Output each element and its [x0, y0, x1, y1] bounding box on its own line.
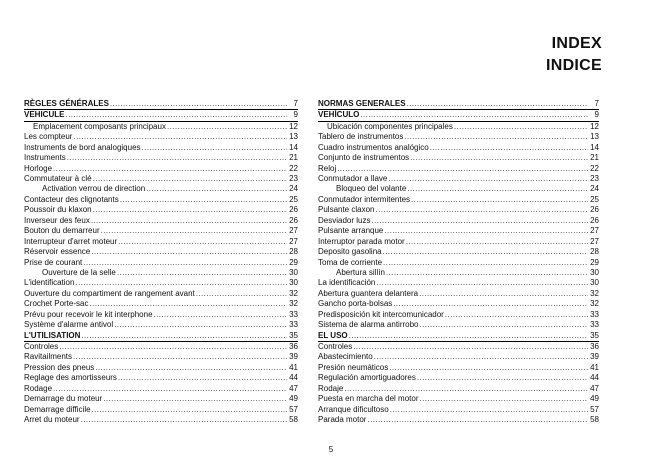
- toc-entry-label: Ravitailments: [24, 352, 73, 362]
- dot-leader: [83, 258, 287, 268]
- dot-leader: [146, 184, 287, 194]
- toc-entry[interactable]: [318, 195, 599, 205]
- toc-entry[interactable]: [318, 310, 599, 320]
- dot-leader: [360, 110, 588, 120]
- toc-entry-page: 35: [590, 330, 599, 340]
- toc-entry[interactable]: [24, 216, 298, 226]
- toc-entry-label: Ubicación componentes principales: [327, 121, 453, 131]
- toc-entry-label: Rodaje: [318, 383, 344, 393]
- dot-leader: [65, 110, 287, 120]
- toc-entry[interactable]: [318, 185, 599, 195]
- toc-entry[interactable]: [318, 342, 599, 352]
- toc-entry-page: 33: [289, 309, 298, 319]
- dot-leader: [93, 174, 287, 184]
- toc-entry-page: 28: [289, 247, 298, 257]
- toc-entry-label: Système d'alarme antivol: [24, 320, 114, 330]
- dot-leader: [353, 342, 588, 352]
- toc-entry[interactable]: [318, 363, 599, 373]
- toc-entry-page: 13: [590, 132, 599, 142]
- dot-leader: [411, 195, 588, 205]
- toc-entry[interactable]: [318, 205, 599, 215]
- toc-entry[interactable]: [24, 99, 298, 110]
- toc-entry-label: Pulsante arranque: [318, 226, 384, 236]
- toc-entry[interactable]: [318, 320, 599, 330]
- toc-entry[interactable]: [24, 226, 298, 236]
- toc-entry-page: 26: [289, 215, 298, 225]
- toc-entry-page: 26: [590, 205, 599, 215]
- dot-leader: [142, 143, 287, 153]
- toc-entry-label: Prise de courant: [24, 257, 83, 267]
- dot-leader: [389, 363, 588, 373]
- dot-leader: [110, 99, 287, 109]
- toc-entry-label: Interrupteur d'arret moteur: [24, 236, 118, 246]
- toc-entry-label: Arret du moteur: [24, 415, 80, 425]
- toc-entry[interactable]: [318, 226, 599, 236]
- toc-entry[interactable]: [318, 216, 599, 226]
- toc-entry[interactable]: [24, 185, 298, 195]
- toc-entry-label: Gancho porta-bolsas: [318, 299, 393, 309]
- toc-entry-page: 27: [590, 236, 599, 246]
- toc-entry[interactable]: [318, 278, 599, 288]
- toc-entry-label: Commutateur à clé: [24, 174, 92, 184]
- dot-leader: [53, 164, 287, 174]
- toc-entry[interactable]: [24, 258, 298, 268]
- toc-entry[interactable]: [24, 164, 298, 174]
- dot-leader: [420, 320, 589, 330]
- dot-leader: [53, 384, 287, 394]
- toc-entry[interactable]: [318, 384, 599, 394]
- toc-entry[interactable]: [24, 195, 298, 205]
- toc-entry[interactable]: [24, 353, 298, 363]
- dot-leader: [73, 352, 287, 362]
- toc-entry-label: L'UTILISATION: [24, 330, 81, 340]
- toc-entry-label: Inverseur des feux: [24, 215, 90, 225]
- toc-entry-label: Reloj: [318, 163, 337, 173]
- toc-entry-page: 57: [289, 404, 298, 414]
- toc-entry-label: Arranque dificultoso: [318, 404, 389, 414]
- dot-leader: [371, 216, 588, 226]
- toc-entry-label: Emplacement composants principaux: [33, 121, 166, 131]
- dot-leader: [375, 205, 588, 215]
- dot-leader: [454, 122, 588, 132]
- toc-entry-label: La identificación: [318, 278, 376, 288]
- toc-entry[interactable]: [318, 247, 599, 257]
- toc-entry-label: VEHÍCULO: [318, 110, 360, 120]
- toc-entry[interactable]: [318, 394, 599, 404]
- toc-entry[interactable]: [24, 289, 298, 299]
- toc-entry-label: Pulsante claxon: [318, 205, 375, 215]
- toc-entry-label: Horloge: [24, 163, 53, 173]
- toc-entry-page: 35: [289, 330, 298, 340]
- dot-leader: [374, 352, 588, 362]
- toc-entry[interactable]: [318, 373, 599, 383]
- toc-entry-page: 9: [594, 110, 599, 120]
- dot-leader: [407, 184, 588, 194]
- toc-entry-label: Prévu pour recevoir le kit interphone: [24, 309, 153, 319]
- toc-entry-page: 25: [289, 194, 298, 204]
- toc-entry-page: 23: [289, 174, 298, 184]
- toc-entry-label: Abertura sillín: [336, 267, 385, 277]
- toc-entry-page: 28: [590, 247, 599, 257]
- toc-entry-page: 32: [289, 288, 298, 298]
- dot-leader: [367, 415, 588, 425]
- toc-entry[interactable]: [318, 99, 599, 110]
- toc-entry-label: Réservoir essence: [24, 247, 91, 257]
- toc-entry[interactable]: [24, 415, 298, 425]
- toc-entry[interactable]: [24, 247, 298, 257]
- toc-entry-label: L'identification: [24, 278, 75, 288]
- toc-entry[interactable]: [318, 143, 599, 153]
- dot-leader: [167, 122, 287, 132]
- toc-entry-page: 7: [293, 98, 298, 108]
- toc-entry-label: Pression des pneus: [24, 362, 95, 372]
- toc-entry-label: Controles: [318, 342, 353, 352]
- dot-leader: [92, 405, 287, 415]
- dot-leader: [410, 153, 588, 163]
- toc-entry-page: 39: [289, 352, 298, 362]
- dot-leader: [376, 278, 588, 288]
- toc-entry-label: Predisposición kit intercomunicador: [318, 309, 444, 319]
- toc-entry-label: Presión neumáticos: [318, 362, 389, 372]
- toc-entry-label: Les compteur: [24, 132, 73, 142]
- toc-entry-page: 47: [289, 383, 298, 393]
- toc-column-spanish: [318, 99, 599, 426]
- toc-entry-page: 27: [590, 226, 599, 236]
- dot-leader: [388, 174, 588, 184]
- toc-entry-page: 36: [289, 342, 298, 352]
- toc-entry[interactable]: [318, 289, 599, 299]
- toc-entry-label: Reglage des amortisseurs: [24, 373, 117, 383]
- toc-entry[interactable]: [318, 164, 599, 174]
- toc-entry[interactable]: [24, 310, 298, 320]
- dot-leader: [349, 331, 588, 341]
- toc-entry[interactable]: [318, 299, 599, 309]
- dot-leader: [91, 216, 287, 226]
- toc-entry[interactable]: [318, 132, 599, 142]
- toc-entry-label: Bouton du demarreur: [24, 226, 100, 236]
- toc-entry-page: 49: [289, 394, 298, 404]
- toc-entry-label: Conjunto de instrumentos: [318, 153, 410, 163]
- toc-entry-page: 58: [590, 415, 599, 425]
- dot-leader: [445, 310, 588, 320]
- toc-entry-page: 29: [590, 257, 599, 267]
- dot-leader: [114, 320, 287, 330]
- toc-entry[interactable]: [24, 331, 298, 342]
- index-title-spanish: INDICE: [545, 57, 602, 74]
- toc-entry-page: 33: [590, 309, 599, 319]
- toc-entry[interactable]: [318, 331, 599, 342]
- toc-entry[interactable]: [24, 363, 298, 373]
- dot-leader: [406, 237, 588, 247]
- dot-leader: [386, 268, 588, 278]
- toc-entry-page: 30: [289, 278, 298, 288]
- toc-entry-page: 26: [289, 205, 298, 215]
- toc-entry-page: 9: [293, 110, 298, 120]
- toc-entry[interactable]: [24, 174, 298, 184]
- toc-entry-page: 12: [289, 121, 298, 131]
- dot-leader: [91, 247, 287, 257]
- toc-entry[interactable]: [318, 153, 599, 163]
- dot-leader: [81, 415, 287, 425]
- toc-entry[interactable]: [24, 110, 298, 121]
- toc-entry[interactable]: [24, 122, 298, 132]
- toc-entry-label: Ouverture de la selle: [42, 267, 116, 277]
- toc-entry-label: Poussoir du klaxon: [24, 205, 92, 215]
- toc-entry-label: Toma de corriente: [318, 257, 383, 267]
- dot-leader: [383, 258, 588, 268]
- toc-entry[interactable]: [24, 405, 298, 415]
- toc-entry[interactable]: [24, 205, 298, 215]
- dot-leader: [89, 299, 287, 309]
- toc-entry-label: RÈGLES GÉNÉRALES: [24, 98, 109, 108]
- dot-leader: [430, 143, 588, 153]
- toc-entry-page: 36: [590, 342, 599, 352]
- toc-column-french: [24, 99, 298, 426]
- toc-entry-label: Contacteur des clignotants: [24, 194, 119, 204]
- toc-entry-page: 21: [289, 153, 298, 163]
- toc-entry-page: 13: [289, 132, 298, 142]
- toc-entry[interactable]: [318, 405, 599, 415]
- toc-entry-page: 33: [289, 320, 298, 330]
- toc-entry-page: 14: [590, 142, 599, 152]
- toc-entry-page: 32: [289, 299, 298, 309]
- toc-entry[interactable]: [318, 415, 599, 425]
- toc-entry-label: Controles: [24, 342, 59, 352]
- dot-leader: [117, 268, 287, 278]
- dot-leader: [390, 405, 588, 415]
- toc-entry[interactable]: [24, 237, 298, 247]
- dot-leader: [337, 164, 588, 174]
- dot-leader: [154, 310, 287, 320]
- toc-entry-page: 27: [289, 236, 298, 246]
- dot-leader: [118, 237, 287, 247]
- toc-entry[interactable]: [318, 353, 599, 363]
- toc-entry-page: 58: [289, 415, 298, 425]
- toc-entry[interactable]: [24, 394, 298, 404]
- toc-entry-page: 49: [590, 394, 599, 404]
- toc-entry-label: Interruptor parada motor: [318, 236, 405, 246]
- toc-entry-page: 26: [590, 215, 599, 225]
- dot-leader: [120, 195, 287, 205]
- toc-entry[interactable]: [24, 143, 298, 153]
- toc-entry[interactable]: [24, 278, 298, 288]
- toc-entry-page: 22: [289, 163, 298, 173]
- toc-entry-page: 47: [590, 383, 599, 393]
- toc-entry-label: Abertura guantera delantera: [318, 288, 419, 298]
- toc-entry-label: Conmutador a llave: [318, 174, 388, 184]
- toc-entry-page: 30: [590, 278, 599, 288]
- toc-entry-label: Conmutador intermitentes: [318, 194, 411, 204]
- dot-leader: [407, 99, 588, 109]
- dot-leader: [75, 278, 287, 288]
- toc-entry-label: Activation verrou de direction: [42, 184, 146, 194]
- dot-leader: [67, 153, 287, 163]
- toc-entry-label: Abastecimiento: [318, 352, 373, 362]
- toc-entry-label: Puesta en marcha del motor: [318, 394, 419, 404]
- toc-entry-page: 41: [289, 362, 298, 372]
- toc-entry-label: Instruments: [24, 153, 66, 163]
- toc-entry-page: 39: [590, 352, 599, 362]
- toc-entry-label: Bloqueo del volante: [336, 184, 407, 194]
- dot-leader: [81, 331, 287, 341]
- toc-entry-label: EL USO: [318, 330, 348, 340]
- dot-leader: [420, 394, 589, 404]
- toc-entry-label: VEHICULE: [24, 110, 65, 120]
- toc-entry-page: 12: [590, 121, 599, 131]
- dot-leader: [404, 132, 588, 142]
- toc-entry-label: Sistema de alarma antirrobo: [318, 320, 419, 330]
- toc-entry[interactable]: [24, 153, 298, 163]
- toc-entry-page: 44: [289, 373, 298, 383]
- toc-entry-label: Parada motor: [318, 415, 367, 425]
- dot-leader: [393, 299, 588, 309]
- toc-entry-page: 57: [590, 404, 599, 414]
- dot-leader: [344, 384, 588, 394]
- dot-leader: [103, 394, 287, 404]
- toc-entry[interactable]: [24, 342, 298, 352]
- dot-leader: [419, 289, 588, 299]
- toc-entry-page: 24: [590, 184, 599, 194]
- toc-entry-label: Rodage: [24, 383, 53, 393]
- toc-entry-page: 25: [590, 194, 599, 204]
- toc-entry-page: 41: [590, 362, 599, 372]
- toc-entry[interactable]: [24, 373, 298, 383]
- toc-entry[interactable]: [24, 384, 298, 394]
- toc-entry-page: 32: [590, 299, 599, 309]
- dot-leader: [59, 342, 287, 352]
- toc-entry-page: 23: [590, 174, 599, 184]
- toc-entry[interactable]: [318, 110, 599, 121]
- toc-entry-page: 33: [590, 320, 599, 330]
- toc-entry-label: Tablero de instrumentos: [318, 132, 404, 142]
- dot-leader: [118, 373, 287, 383]
- dot-leader: [383, 247, 588, 257]
- toc-entry[interactable]: [24, 299, 298, 309]
- toc-entry[interactable]: [318, 258, 599, 268]
- toc-entry[interactable]: [318, 174, 599, 184]
- toc-entry-label: Cuadro instrumentos analógico: [318, 142, 429, 152]
- toc-entry-page: 7: [594, 98, 599, 108]
- toc-entry[interactable]: [24, 132, 298, 142]
- toc-entry-label: Desviador luzs: [318, 215, 371, 225]
- toc-entry-page: 30: [590, 267, 599, 277]
- toc-entry-page: 27: [289, 226, 298, 236]
- toc-entry-page: 30: [289, 267, 298, 277]
- dot-leader: [93, 205, 287, 215]
- toc-entry-page: 24: [289, 184, 298, 194]
- toc-entry[interactable]: [318, 268, 599, 278]
- dot-leader: [101, 226, 287, 236]
- dot-leader: [196, 289, 287, 299]
- toc-entry-page: 21: [590, 153, 599, 163]
- toc-entry-page: 44: [590, 373, 599, 383]
- toc-entry[interactable]: [24, 320, 298, 330]
- dot-leader: [384, 226, 588, 236]
- toc-entry-page: 29: [289, 257, 298, 267]
- toc-entry[interactable]: [24, 268, 298, 278]
- toc-entry-label: NORMAS GENERALES: [318, 98, 406, 108]
- toc-entry[interactable]: [318, 122, 599, 132]
- dot-leader: [417, 373, 588, 383]
- toc-entry[interactable]: [318, 237, 599, 247]
- dot-leader: [95, 363, 287, 373]
- toc-entry-label: Regulación amortiguadores: [318, 373, 416, 383]
- toc-entry-label: Deposito gasolina: [318, 247, 382, 257]
- index-title-french: INDEX: [551, 35, 602, 52]
- toc-entry-page: 14: [289, 142, 298, 152]
- dot-leader: [73, 132, 287, 142]
- toc-entry-label: Ouverture du compartiment de rangement avant: [24, 288, 195, 298]
- page-number: 5: [328, 445, 334, 454]
- toc-entry-label: Crochet Porte-sac: [24, 299, 89, 309]
- toc-entry-label: Instruments de bord analogiques: [24, 142, 141, 152]
- toc-entry-label: Demarrage du moteur: [24, 394, 103, 404]
- toc-entry-page: 22: [590, 163, 599, 173]
- toc-entry-label: Demarrage difficile: [24, 404, 91, 414]
- toc-entry-page: 32: [590, 288, 599, 298]
